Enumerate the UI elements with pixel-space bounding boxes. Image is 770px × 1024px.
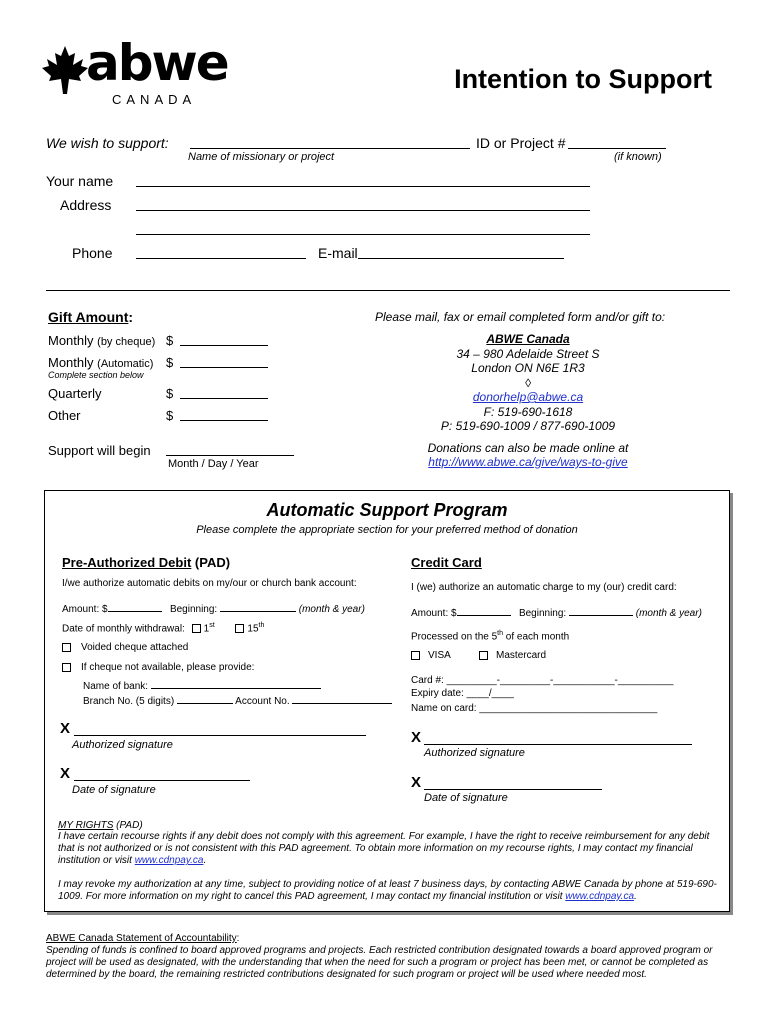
address-label: Address xyxy=(60,197,112,213)
cc-amount-field[interactable] xyxy=(457,606,511,616)
pad-auth-sig-label: Authorized signature xyxy=(72,739,173,751)
day-1-checkbox[interactable] xyxy=(192,624,201,633)
pad-date-signature-field[interactable] xyxy=(74,767,250,781)
pad-date-sig-label: Date of signature xyxy=(72,784,156,796)
pad-amount-row: Amount: $ Beginning: (month & year) xyxy=(62,604,365,615)
phone-field[interactable] xyxy=(136,244,306,259)
logo-text: abwe xyxy=(86,34,228,92)
bank-name-row: Name of bank: xyxy=(83,679,321,692)
cc-date-sig-label: Date of signature xyxy=(424,792,508,804)
cc-heading: Credit Card xyxy=(411,555,482,570)
complete-below-hint: Complete section below xyxy=(48,370,144,380)
pad-auth-signature-field[interactable] xyxy=(74,722,366,736)
online-text: Donations can also be made online at xyxy=(427,440,629,455)
voided-row: Voided cheque attached xyxy=(62,642,188,653)
we-wish-label: We wish to support: xyxy=(46,135,169,151)
rights-paragraph-1: I have certain recourse rights if any debit does not comply with this agreement. For example, I have the right to receive reimbursement for any debit that is not authorized or is not consistent with this PAD agreement. To obtain more information on my recourse rights, I may contact my financial institution or visit www.cdnpay.ca. xyxy=(58,831,710,866)
cc-date-x: X xyxy=(411,774,422,791)
phone-label: Phone xyxy=(72,245,113,261)
if-not-row: If cheque not available, please provide: xyxy=(62,662,254,673)
divider xyxy=(46,290,730,291)
cc-beginning-field[interactable] xyxy=(569,606,633,616)
rights-paragraph-2: I may revoke my authorization at any time, subject to providing notice of at least 7 business days, by contacting ABWE Canada by phone at 519-690-1009. For more information on my right to cancel this PAD agreement, I may contact my financial institution or visit www.cdnpay.ca. xyxy=(58,879,717,902)
quarterly-dollar: $ xyxy=(166,386,174,401)
city: London ON N6E 1R3 xyxy=(471,361,585,375)
address-field-2[interactable] xyxy=(136,220,590,235)
name-hint: Name of missionary or project xyxy=(188,151,335,163)
pad-heading: Pre-Authorized Debit (PAD) xyxy=(62,555,231,570)
id-project-label: ID or Project # xyxy=(476,135,566,151)
cc-auth-x: X xyxy=(411,729,422,746)
fax: F: 519-690-1618 xyxy=(483,404,573,419)
cc-auth-signature-field[interactable] xyxy=(424,731,692,745)
monthly-cheque-field[interactable] xyxy=(180,332,268,346)
monthly-auto-field[interactable] xyxy=(180,354,268,368)
cdnpay-link-2[interactable]: www.cdnpay.ca xyxy=(565,891,635,902)
email-label: E-mail xyxy=(318,245,358,261)
account-field[interactable] xyxy=(292,694,392,704)
pad-authorize: I/we authorize automatic debits on my/our or church bank account: xyxy=(62,578,357,589)
cdnpay-link-1[interactable]: www.cdnpay.ca xyxy=(134,855,204,866)
other-field[interactable] xyxy=(180,407,268,421)
mail-address-block xyxy=(410,332,646,470)
monthly-cheque-label: Monthly (by cheque) xyxy=(48,333,156,348)
bank-info-checkbox[interactable] xyxy=(62,663,71,672)
bank-name-field[interactable] xyxy=(151,679,321,689)
day-15-checkbox[interactable] xyxy=(235,624,244,633)
quarterly-label: Quarterly xyxy=(48,386,102,401)
processed-row: Processed on the 5th of each month xyxy=(411,630,570,643)
cc-auth-sig-label: Authorized signature xyxy=(424,747,525,759)
email-field[interactable] xyxy=(358,244,564,259)
name-on-card[interactable]: Name on card: ________________________________ xyxy=(411,703,658,714)
your-name-field[interactable] xyxy=(136,172,590,187)
if-known-hint: (if known) xyxy=(614,151,662,163)
address-field-1[interactable] xyxy=(136,196,590,211)
rights-heading: MY RIGHTS (PAD) xyxy=(58,820,143,831)
diamond-icon: ◊ xyxy=(525,375,531,390)
logo xyxy=(42,34,242,110)
branch-row: Branch No. (5 digits) Account No. xyxy=(83,694,392,707)
accountability-heading: ABWE Canada Statement of Accountability: xyxy=(46,933,240,944)
branch-field[interactable] xyxy=(177,694,233,704)
cc-authorize: I (we) authorize an automatic charge to my (our) credit card: xyxy=(411,582,677,593)
cc-amount-row: Amount: $ Beginning: (month & year) xyxy=(411,608,702,619)
page-title: Intention to Support xyxy=(454,64,712,94)
support-begin-field[interactable] xyxy=(166,442,294,456)
asp-title: Automatic Support Program xyxy=(266,500,508,520)
maple-leaf-icon xyxy=(42,46,88,94)
asp-subtitle: Please complete the appropriate section for your preferred method of donation xyxy=(196,524,578,536)
online-link[interactable]: http://www.abwe.ca/give/ways-to-give xyxy=(428,455,628,469)
card-type-row: VISA Mastercard xyxy=(411,650,546,661)
voided-checkbox[interactable] xyxy=(62,643,71,652)
pad-date-x: X xyxy=(60,765,71,782)
other-label: Other xyxy=(48,408,81,423)
support-begin-label: Support will begin xyxy=(48,443,151,458)
your-name-label: Your name xyxy=(46,173,114,189)
pad-withdrawal-row: Date of monthly withdrawal: 1st 15th xyxy=(62,622,265,635)
pad-beginning-field[interactable] xyxy=(220,602,296,612)
expiry-date[interactable]: Expiry date: ____/____ xyxy=(411,688,514,699)
other-dollar: $ xyxy=(166,408,174,423)
mail-intro: Please mail, fax or email completed form and/or gift to: xyxy=(375,310,666,324)
pad-amount-field[interactable] xyxy=(108,602,162,612)
gift-amount-heading: Gift Amount: xyxy=(48,309,134,325)
mastercard-checkbox[interactable] xyxy=(479,651,488,660)
monthly-auto-label: Monthly (Automatic) xyxy=(48,355,154,370)
card-number[interactable]: Card #: _________-_________-___________-__________ xyxy=(411,675,674,686)
id-project-field[interactable] xyxy=(568,134,666,149)
logo-subtext: CANADA xyxy=(112,92,197,107)
phone: P: 519-690-1009 / 877-690-1009 xyxy=(440,419,616,433)
pad-auth-x: X xyxy=(60,720,71,737)
email-link[interactable]: donorhelp@abwe.ca xyxy=(472,390,584,404)
quarterly-field[interactable] xyxy=(180,385,268,399)
monthly-auto-dollar: $ xyxy=(166,355,174,370)
missionary-project-field[interactable] xyxy=(190,134,470,149)
street: 34 – 980 Adelaide Street S xyxy=(456,346,600,361)
cc-date-signature-field[interactable] xyxy=(424,776,602,790)
monthly-cheque-dollar: $ xyxy=(166,333,174,348)
accountability-text: Spending of funds is confined to board approved programs and projects. Each restricted contribution designated towards a board approved program or project will be used as designated, with the understanding that when the need for such a program or project has been met, or cannot be completed as determined by the board, the remaining restricted contributions designated for such program or project will be used where needed most. xyxy=(46,945,713,980)
date-format-hint: Month / Day / Year xyxy=(168,458,259,470)
visa-checkbox[interactable] xyxy=(411,651,420,660)
org-name: ABWE Canada xyxy=(486,332,570,346)
